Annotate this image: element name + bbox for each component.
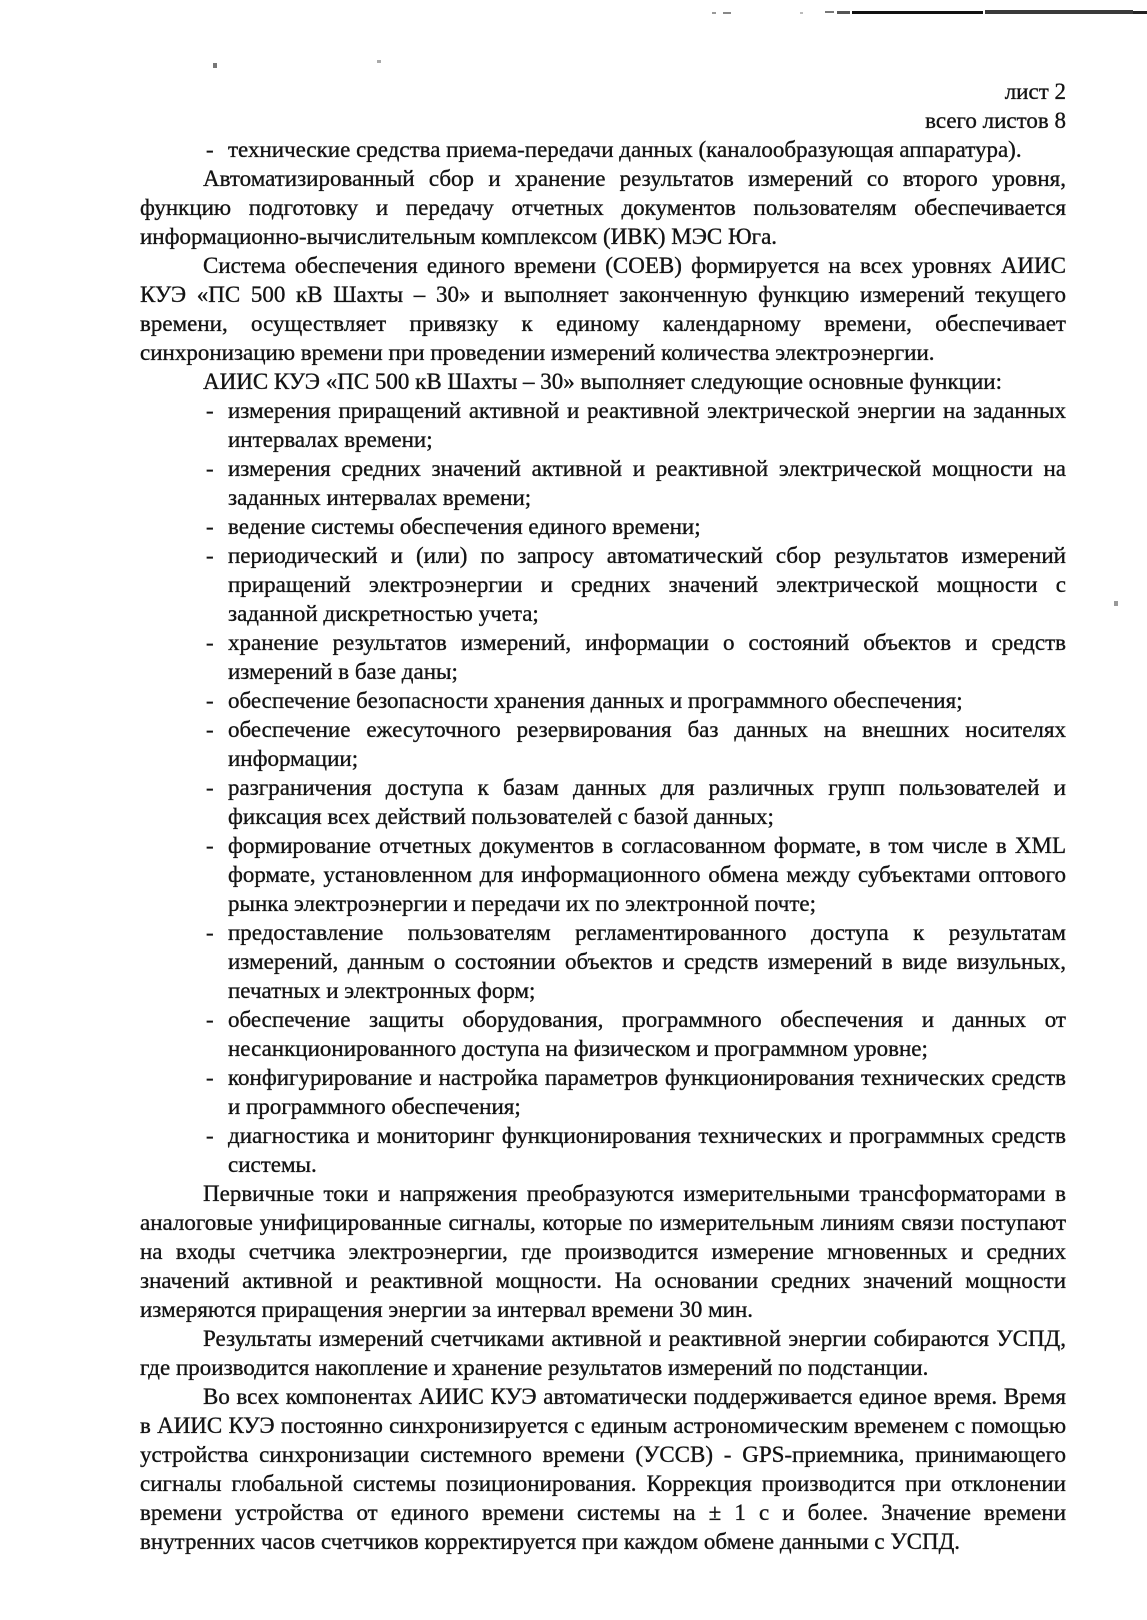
sheet-number: лист 2 <box>1004 79 1066 104</box>
paragraph-time-sync: Во всех компонентах АИИС КУЭ автоматически поддерживается единое время. Время в АИИС КУЭ постоянно синхронизируется с единым астрономическим временем с помощью устройства синхронизации системного времени (УССВ) - GPS-приемника, принимающего сигналы глобальной системы позиционирования. Коррекция производится при отклонении времени устройства от единого времени системы на ± 1 с и более. Значение времени внутренних часов счетчиков корректируется при каждом обмене данными с УСПД. <box>140 1384 1066 1554</box>
list-dash-marker: - <box>206 1123 214 1148</box>
paragraph-transformers: Первичные токи и напряжения преобразуются измерительными трансформаторами в аналоговые унифицированные сигналы, которые по измерительным линиям связи поступают на входы счетчика электроэнергии, где производится измерение мгновенных и средних значений активной и реактивной мощности. На основании средних значений мощности измеряются приращения энергии за интервал времени 30 мин. <box>140 1181 1066 1322</box>
document-text-block <box>140 77 1066 1556</box>
function-item <box>140 715 1066 773</box>
lead-list-item-text: технические средства приема-передачи данных (каналообразующая аппаратура). <box>228 137 1022 162</box>
function-item <box>140 918 1066 1005</box>
list-dash-marker: - <box>206 688 214 713</box>
function-item <box>140 1063 1066 1121</box>
list-dash-marker: - <box>206 920 214 945</box>
scan-speck <box>377 60 381 63</box>
function-item <box>140 454 1066 512</box>
function-item <box>140 773 1066 831</box>
lead-list-item <box>140 135 1066 164</box>
scan-line-artifact <box>723 12 731 14</box>
function-item-text: периодический и (или) по запросу автоматический сбор результатов измерений приращений электроэнергии и средних значений электрической мощности с заданной дискретностью учета; <box>228 543 1066 626</box>
scan-line-artifact <box>985 10 1133 14</box>
paragraph-data-collection: Автоматизированный сбор и хранение результатов измерений со второго уровня, функцию подготовку и передачу отчетных документов пользователям обеспечивается информационно-вычислительным комплексом (ИВК) МЭС Юга. <box>140 166 1066 249</box>
list-dash-marker: - <box>206 833 214 858</box>
function-item <box>140 831 1066 918</box>
scan-line-artifact <box>852 11 983 14</box>
paragraph-soev: Система обеспечения единого времени (СОЕВ) формируется на всех уровнях АИИС КУЭ «ПС 500 кВ Шахты – 30» и выполняет законченную функцию измерений текущего времени, осуществляет привязку к единому календарному времени, обеспечивает синхронизацию времени при проведении измерений количества электроэнергии. <box>140 253 1066 365</box>
function-item-text: ведение системы обеспечения единого времени; <box>228 514 701 539</box>
list-dash-marker: - <box>206 514 214 539</box>
function-item-text: измерения приращений активной и реактивной электрической энергии на заданных интервалах времени; <box>228 398 1066 452</box>
scan-line-artifact <box>1133 11 1147 14</box>
list-dash-marker: - <box>206 543 214 568</box>
function-item-text: обеспечение ежесуточного резервирования баз данных на внешних носителях информации; <box>228 717 1066 771</box>
scan-line-artifact <box>825 11 834 13</box>
scan-speck <box>213 63 217 68</box>
list-dash-marker: - <box>206 1007 214 1032</box>
function-item-text: обеспечение безопасности хранения данных и программного обеспечения; <box>228 688 963 713</box>
function-item <box>140 541 1066 628</box>
paragraph-uspd: Результаты измерений счетчиками активной и реактивной энергии собираются УСПД, где производится накопление и хранение результатов измерений по подстанции. <box>140 1326 1066 1380</box>
functions-intro: АИИС КУЭ «ПС 500 кВ Шахты – 30» выполняет следующие основные функции: <box>203 369 1002 394</box>
function-item <box>140 512 1066 541</box>
function-item <box>140 686 1066 715</box>
total-sheets: всего листов 8 <box>925 108 1066 133</box>
function-item-text: формирование отчетных документов в согласованном формате, в том числе в XML формате, установленном для информационного обмена между субъектами оптового рынка электроэнергии и передачи их по электронной почте; <box>228 833 1066 916</box>
list-dash-marker: - <box>206 630 214 655</box>
functions-list <box>140 396 1066 1179</box>
function-item <box>140 1121 1066 1179</box>
scan-line-artifact <box>712 12 716 14</box>
list-dash-marker: - <box>206 1065 214 1090</box>
function-item <box>140 628 1066 686</box>
function-item-text: разграничения доступа к базам данных для различных групп пользователей и фиксация всех действий пользователей с базой данных; <box>228 775 1066 829</box>
list-dash-marker: - <box>206 137 214 162</box>
list-dash-marker: - <box>206 775 214 800</box>
function-item <box>140 396 1066 454</box>
function-item <box>140 1005 1066 1063</box>
function-item-text: предоставление пользователям регламентированного доступа к результатам измерений, данным о состоянии объектов и средств измерений в виде визульных, печатных и электронных форм; <box>228 920 1066 1003</box>
function-item-text: конфигурирование и настройка параметров функционирования технических средств и программного обеспечения; <box>228 1065 1066 1119</box>
list-dash-marker: - <box>206 456 214 481</box>
scan-speck <box>1114 601 1118 606</box>
scan-line-artifact <box>800 12 803 14</box>
function-item-text: измерения средних значений активной и реактивной электрической мощности на заданных интервалах времени; <box>228 456 1066 510</box>
scan-line-artifact <box>837 11 850 14</box>
list-dash-marker: - <box>206 398 214 423</box>
page-header <box>140 77 1066 135</box>
function-item-text: обеспечение защиты оборудования, программного обеспечения и данных от несанкционированного доступа на физическом и программном уровне; <box>228 1007 1066 1061</box>
list-dash-marker: - <box>206 717 214 742</box>
function-item-text: диагностика и мониторинг функционирования технических и программных средств системы. <box>228 1123 1066 1177</box>
function-item-text: хранение результатов измерений, информации о состояний объектов и средств измерений в базе даны; <box>228 630 1066 684</box>
